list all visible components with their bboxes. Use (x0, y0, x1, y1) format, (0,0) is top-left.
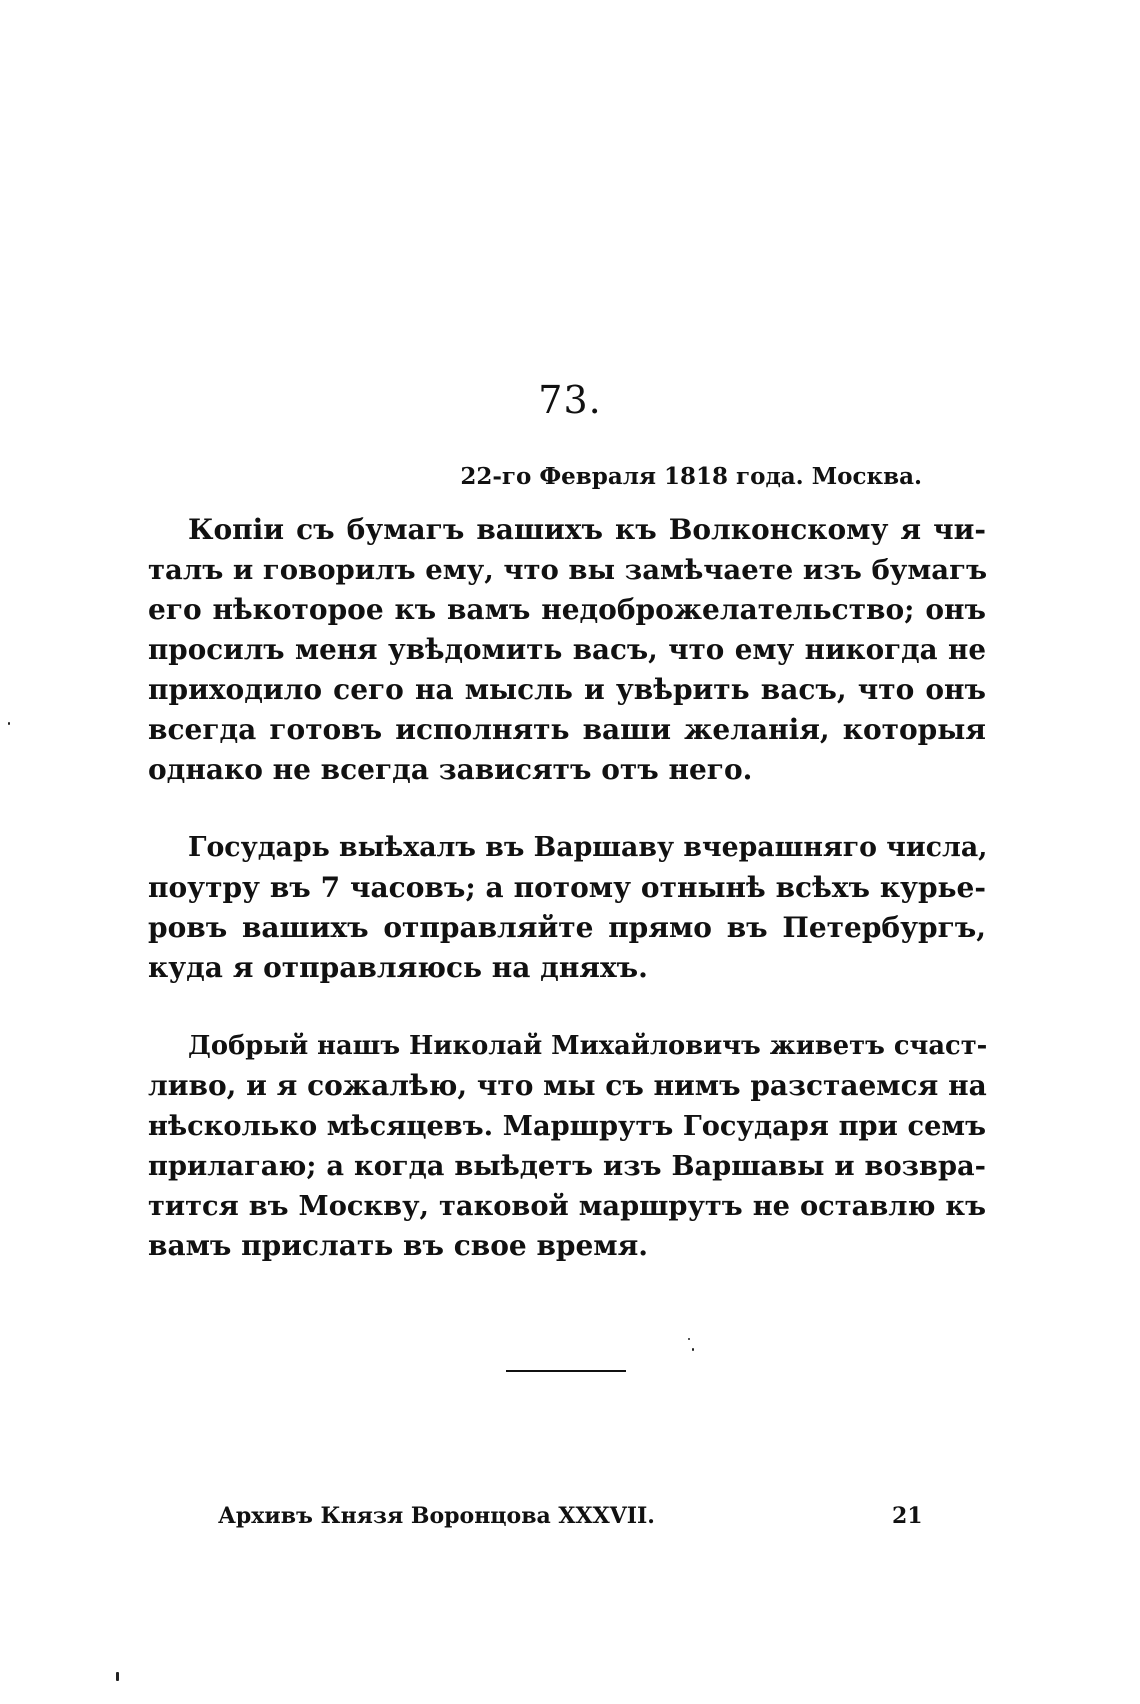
scan-speck (8, 722, 10, 725)
paragraph (148, 510, 986, 790)
text-line: вамъ прислать въ свое время. (148, 1229, 649, 1262)
letter-number: 73. (538, 378, 602, 422)
footer-title: Архивъ Князя Воронцова XXXVII. (218, 1503, 655, 1529)
section-divider (506, 1370, 626, 1372)
page-number: 21 (892, 1503, 923, 1529)
text-line: приходило сего на мысль и увѣрить васъ, что онъ (148, 673, 986, 706)
text-line: Добрый нашъ Николай Михайловичъ живетъ счаст- (188, 1031, 988, 1061)
text-line: однако не всегда зависятъ отъ него. (148, 753, 753, 786)
text-line: его нѣкоторое къ вамъ недоброжелательство; онъ (148, 593, 986, 626)
text-line: прилагаю; а когда выѣдетъ изъ Варшавы и возвра- (148, 1150, 986, 1182)
text-line: тится въ Москву, таковой маршрутъ не оставлю къ (148, 1190, 986, 1222)
scan-speck (692, 1348, 694, 1351)
text-line: нѣсколько мѣсяцевъ. Маршрутъ Государя при семъ (148, 1110, 986, 1142)
text-line: ливо, и я сожалѣю, что мы съ нимъ разстаемся на (148, 1069, 987, 1102)
dateline: 22-го Февраля 1818 года. Москва. (460, 463, 922, 490)
letter-body (148, 510, 986, 1304)
text-line: всегда готовъ исполнять ваши желанія, которыя (148, 713, 986, 746)
scan-speck (116, 1672, 119, 1681)
text-line: Копіи съ бумагъ вашихъ къ Волконскому я чи- (188, 513, 986, 546)
text-line: талъ и говорилъ ему, что вы замѣчаете изъ бумагъ (148, 554, 988, 586)
text-line: просилъ меня увѣдомить васъ, что ему никогда не (148, 633, 986, 666)
paragraph (148, 1026, 986, 1266)
scan-speck (688, 1338, 690, 1340)
text-line: куда я отправляюсь на дняхъ. (148, 951, 648, 984)
text-line: ровъ вашихъ отправляйте прямо въ Петербургъ, (148, 911, 986, 944)
paragraph (148, 828, 986, 988)
text-line: Государь выѣхалъ въ Варшаву вчерашняго числа, (188, 832, 988, 863)
text-line: поутру въ 7 часовъ; а потому отнынѣ всѣхъ курье- (148, 871, 986, 904)
